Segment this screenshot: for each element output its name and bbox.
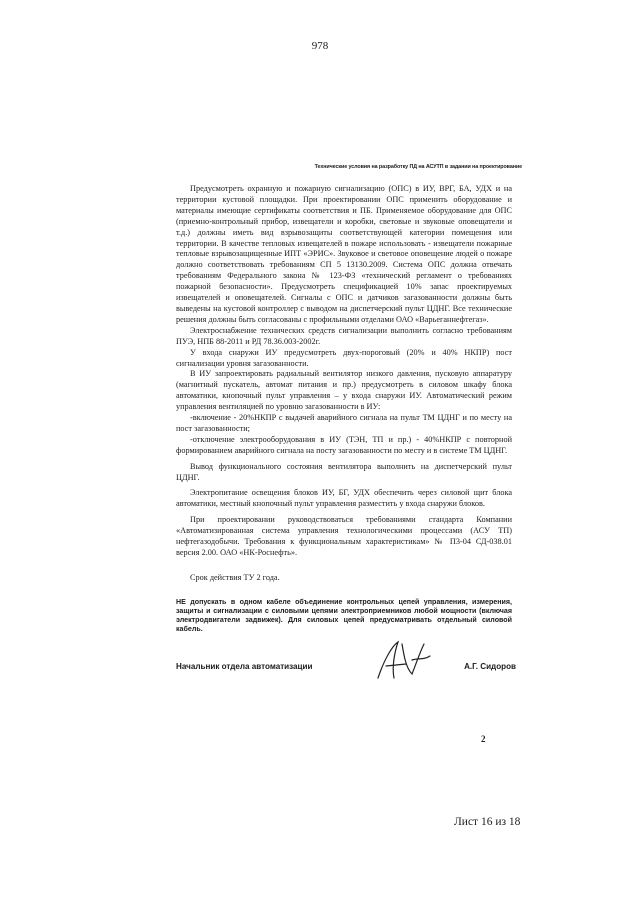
document-body <box>176 184 512 635</box>
handwritten-signature <box>372 638 434 684</box>
paragraph-cable-warning: НЕ допускать в одном кабеле объединение контрольных цепей управления, измерения, защиты и сигнализации с силовыми цепями электроприемников любой мощности (включая электродвигатели задвижек). Для силовых цепей предусматривать отдельный силовой кабель. <box>176 597 512 634</box>
paragraph-standard: При проектировании руководствоваться требованиями стандарта Компании «Автоматизированная система управления технологическими процессами (АСУ ТП) нефтегазодобычи. Требования к функциональным характеристикам» № П3-04 СД-038.01 версия 2.00. ОАО «НК-Роснефть». <box>176 515 512 557</box>
signature-block <box>176 660 516 680</box>
paragraph-ops: Предусмотреть охранную и пожарную сигнализацию (ОПС) в ИУ, ВРГ, БА, УДХ и на территории кустовой площадки. При проектировании ОПС применить оборудование и материалы имеющие сертификаты соответствия и ПБ. Применяемое оборудование для ОПС (приемно-контрольный прибор, извещатели и коробки, световые и звуковые оповещатели и т.д.) должны иметь вид взрывозащиты соответствующей категории помещения или территории. В качестве тепловых извещателей в пожаре использовать - извещатели пожарные тепловые взрывозащищенные ИПТ «ЭРИС». Звуковое и световое оповещение людей о пожаре должно соответствовать требованиям СП 5 13130.2009. Система ОПС должна отвечать требованиям Федерального закона № 123-ФЗ «технический регламент о требованиях пожарной безопасности». Предусмотреть спецификацией 10% запас проектируемых извещателей и оповещателей. Сигналы с ОПС и датчиков загазованности должны быть выведены на кустовой контроллер с выводом на диспетчерский пульт ЦДНГ. Все технические решения должны быть согласованы с профильными отделами ОАО «Варьеганнефтегаз». <box>176 184 512 324</box>
paragraph-fan: В ИУ запроектировать радиальный вентилятор низкого давления, пусковую аппаратуру (магнитный пускатель, автомат питания и пр.) предусмотреть в силовом шкафу блока автоматики, кнопочный пульт управления – у входа снаружи ИУ. Автоматический режим управления вентиляцией по уровню загазованности в ИУ: <box>176 369 512 412</box>
inner-page-number: 2 <box>481 734 486 744</box>
page-number: 978 <box>311 40 329 52</box>
paragraph-power-supply: Электроснабжение технических средств сигнализации выполнить согласно требованиям ПУЭ, НПБ 88-2011 и РД 78.36.003-2002г. <box>176 325 512 346</box>
document-header-note: Технические условия на разработку ПД на АСУТП в задании на проектирование <box>314 164 522 170</box>
sheet-counter: Лист 16 из 18 <box>454 816 521 828</box>
paragraph-lighting: Электропитание освещения блоков ИУ, БГ, УДХ обеспечить через силовой щит блока автоматики, местный кнопочный пульт управления разместить у входа снаружи блоков. <box>176 488 512 509</box>
paragraph-switch-on: -включение - 20%НКПР с выдачей аварийного сигнала на пульт ТМ ЦДНГ и по месту на пост загазованности; <box>176 413 512 433</box>
signatory-name: А.Г. Сидоров <box>464 662 516 671</box>
paragraph-fan-status: Вывод функционального состояния вентилятора выполнить на диспетчерский пульт ЦДНГ. <box>176 461 512 482</box>
signatory-title: Начальник отдела автоматизации <box>176 662 313 671</box>
paragraph-gas-post: У входа снаружи ИУ предусмотреть двух-пороговый (20% и 40% НКПР) пост сигнализации уровня загазованности. <box>176 347 512 368</box>
paragraph-switch-off: -отключение электрооборудования в ИУ (ТЭН, ТП и пр.) - 40%НКПР с повторной формированием аварийного сигнала на посту загазованности по месту и в системе ТМ ЦДНГ. <box>176 434 512 455</box>
paragraph-validity: Срок действия ТУ 2 года. <box>190 572 280 582</box>
